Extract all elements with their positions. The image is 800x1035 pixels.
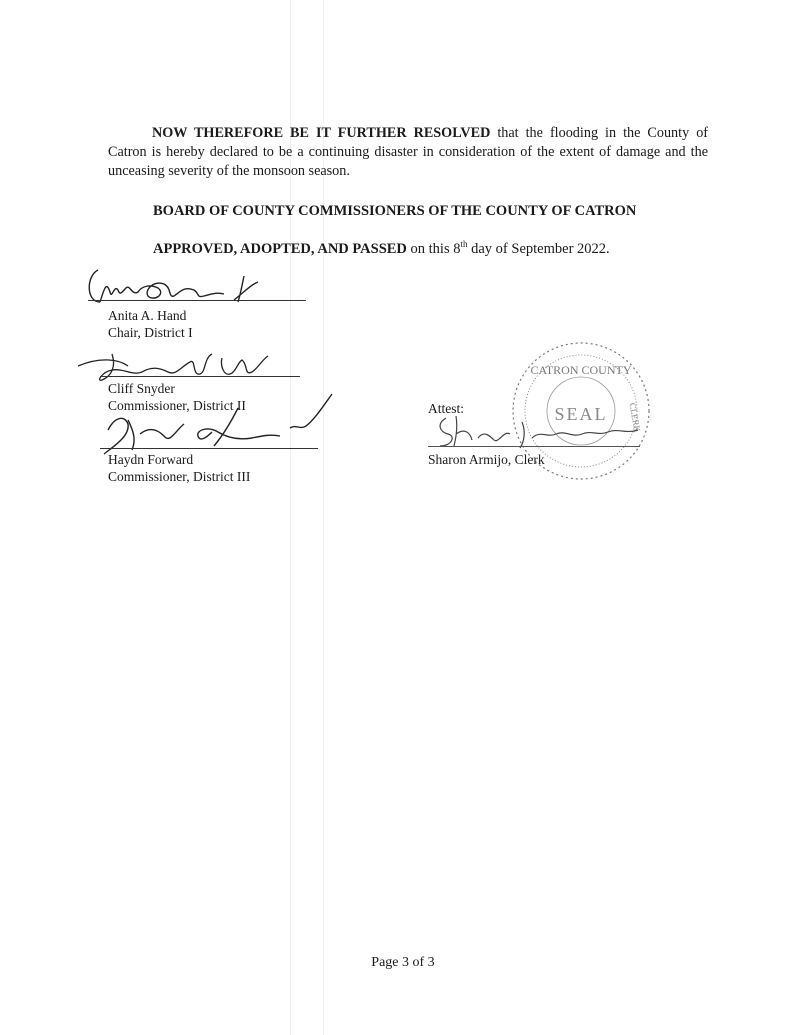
- approval-date-pre: on this 8: [410, 240, 461, 257]
- signature-line: [428, 446, 640, 447]
- signature-line: [88, 300, 306, 301]
- signatory-1-name: Anita A. Hand: [108, 308, 187, 323]
- signatory-3-name: Haydn Forward: [108, 452, 194, 467]
- resolution-paragraph: [108, 124, 708, 181]
- signature-anita-hand: [84, 262, 274, 310]
- signatory-2-title: Commissioner, District II: [108, 398, 246, 413]
- resolution-body: that the flooding in the County of Catron is hereby declared to be a continuing disaster in consideration of the extent of damage and the unceasing severity of the monsoon season.: [108, 125, 709, 180]
- seal-top-text: CATRON COUNTY: [530, 363, 632, 377]
- signatory-2-name: Cliff Snyder: [108, 381, 175, 396]
- page-number-text: Page 3 of 3: [371, 955, 435, 970]
- board-heading: BOARD OF COUNTY COMMISSIONERS OF THE COUNTY OF CATRON: [153, 203, 637, 219]
- page-number: [0, 955, 800, 971]
- attest-name: Sharon Armijo, Clerk: [428, 452, 545, 467]
- signature-sharon-armijo: [426, 408, 666, 454]
- signatory-1-title: Chair, District I: [108, 325, 193, 340]
- signatory-3-title: Commissioner, District III: [108, 469, 251, 484]
- resolution-lead: NOW THEREFORE BE IT FURTHER RESOLVED: [152, 125, 491, 142]
- approval-line: [153, 239, 610, 258]
- approval-date-post: day of September 2022.: [471, 240, 610, 257]
- approval-date-ordinal: th: [460, 239, 468, 249]
- seal-center-text: SEAL: [554, 404, 608, 424]
- approval-lead: APPROVED, ADOPTED, AND PASSED: [153, 240, 407, 257]
- signature-line: [100, 376, 300, 377]
- attest-label: Attest:: [428, 401, 464, 416]
- seal-side-text: CLERK: [627, 402, 643, 433]
- signature-line: [100, 448, 318, 449]
